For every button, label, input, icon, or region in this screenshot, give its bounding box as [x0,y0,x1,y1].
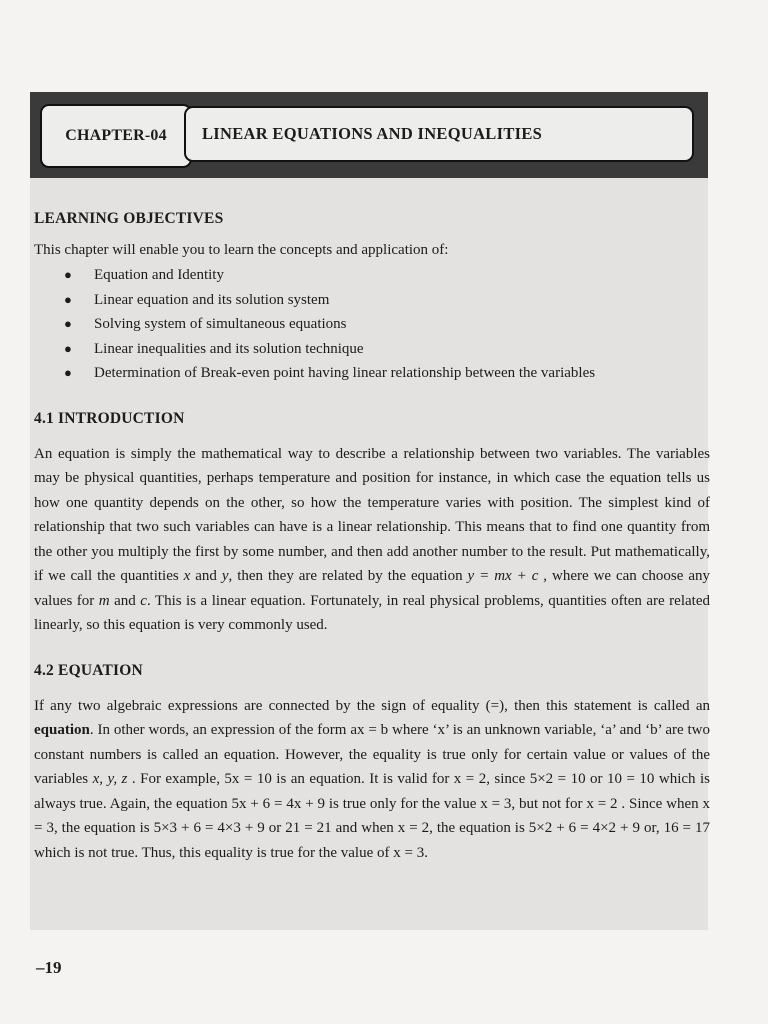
bullet-icon: ● [64,267,72,282]
list-item [64,288,710,313]
objective-text: Solving system of simultaneous equations [94,316,347,332]
bullet-icon: ● [64,291,72,307]
learning-objectives-heading: LEARNING OBJECTIVES [34,210,224,227]
equation-section [34,662,710,866]
bullet-icon: ● [64,316,72,331]
chapter-label: CHAPTER-04 [40,104,192,168]
equation-paragraph: If any two algebraic expressions are connected by the sign of equality (=), then this statement is called an equation. In other words, an expression of the form ax = b where ‘x’ is an unknown variable, ‘a’ and ‘b’ are two constant numbers is called an equation. However, the equality is true only for certain value or values of the variables x, y, z . For example, 5x = 10 is an equation. It is valid for x = 2, since 5×2 = 10 or 10 = 10 which is always true. Again, the equation 5x + 6 = 4x + 9 is true only for the value x = 3, but not for x = 2 . Since when x = 3, the equation is 5×3 + 6 = 4×3 + 9 or 21 = 21 and when x = 2, the equation is 5×2 + 6 = 4×2 + 9 or, 16 = 17 which is not true. Thus, this equality is true for the value of x = 3. [34,697,711,861]
objective-text: Linear equation and its solution system [94,291,330,308]
list-item [64,337,710,362]
document-page [30,92,711,930]
list-item [64,263,710,288]
objectives-intro: This chapter will enable you to learn the concepts and application of: [34,242,449,258]
objective-text: Determination of Break-even point having linear relationship between the variables [94,365,596,381]
objective-text: Linear inequalities and its solution technique [94,340,364,357]
list-item [64,361,710,386]
bullet-icon: ● [64,340,72,356]
introduction-section [34,410,710,638]
learning-objectives-section [34,210,710,386]
chapter-title: LINEAR EQUATIONS AND INEQUALITIES [184,106,694,162]
list-item [64,312,710,337]
page-number: –19 [36,958,62,977]
bullet-icon: ● [64,365,72,380]
equation-heading: 4.2 EQUATION [34,661,143,679]
introduction-paragraph: An equation is simply the mathematical way to describe a relationship between two variables. The variables may be physical quantities, perhaps temperature and position for instance, in which case the equation tells us how one quantity depends on the other, so how the temperature varies with position. The simplest kind of relationship that two such variables can have is a linear relationship. This means that to find one quantity from the other you multiply the first by some number, and then add another number to the result. Put mathematically, if we call the quantities x and y, then they are related by the equation y = mx + c , where we can choose any values for m and c. This is a linear equation. Fortunately, in real physical problems, quantities often are related linearly, so this equation is very commonly used. [34,445,710,633]
objective-text: Equation and Identity [94,267,224,283]
chapter-header-band [30,92,708,178]
introduction-heading: 4.1 INTRODUCTION [34,409,185,427]
objectives-list [34,263,710,386]
page-content [34,210,710,865]
